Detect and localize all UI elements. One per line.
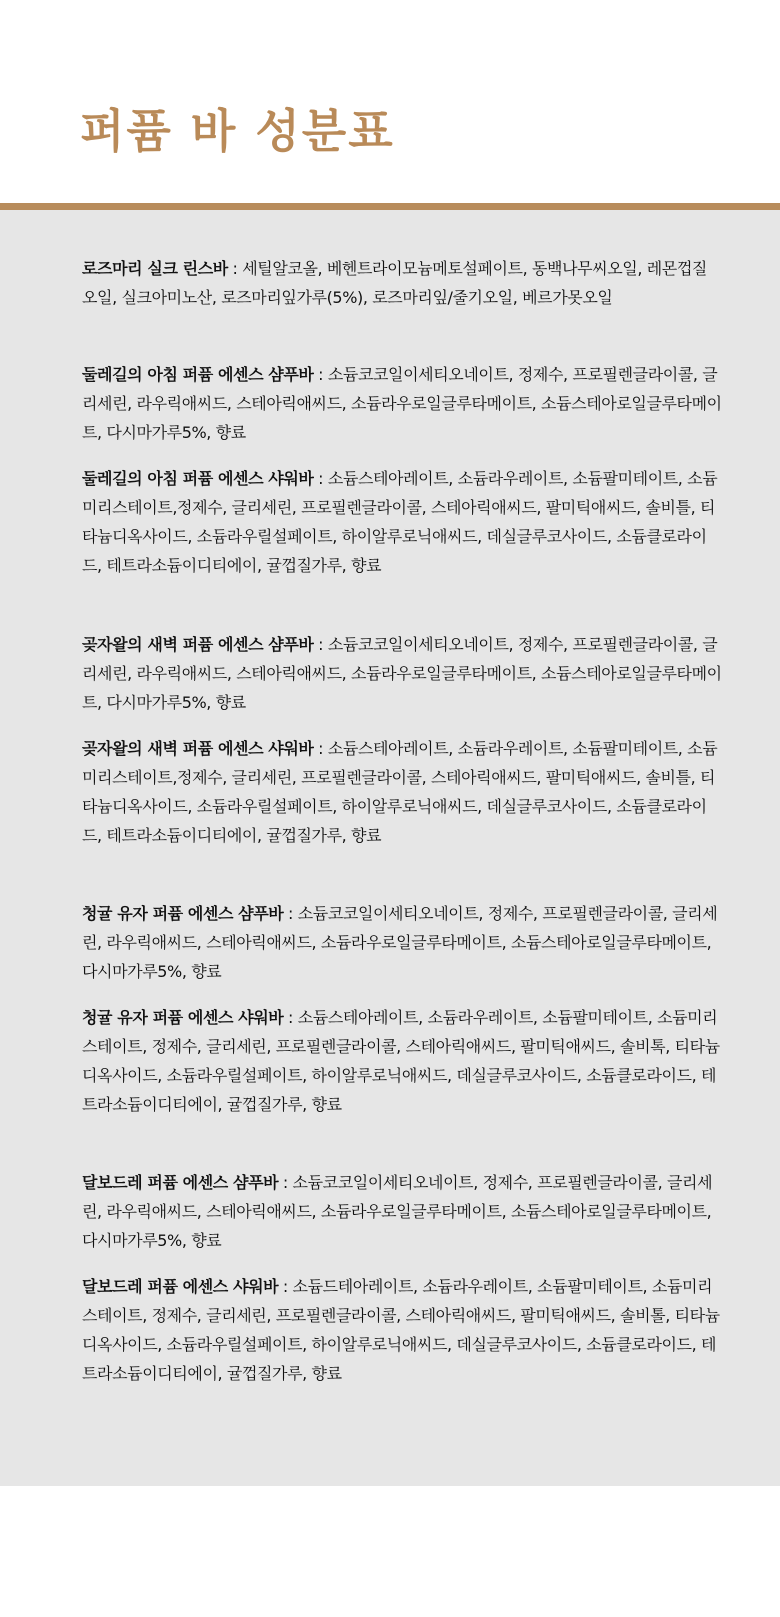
product-name: 둘레길의 아침 퍼퓸 에센스 샤워바 (82, 469, 314, 488)
ingredient-text: : 세틸알코올, 베헨트라이모늄메토설페이트, 동백나무씨오일, 레몬껍질오일, 실크아미노산, 로즈마리잎가루(5%), 로즈마리잎/줄기오일, 베르가못오일 (82, 259, 707, 307)
ingredient-entry-dalbodre-shower-bar (82, 1272, 722, 1388)
ingredient-entry-citrus-shampoo-bar (82, 899, 722, 986)
ingredient-text: : 소듐코코일이세티오네이트, 정제수, 프로필렌글라이콜, 글리세린, 라우릭애씨드, 스테아릭애씨드, 소듐라우로일글루타메이트, 소듐스테아로일글루타메이트, 다시마가루5%, 향료 (82, 904, 718, 981)
ingredient-text: : 소듐스테아레이트, 소듐라우레이트, 소듐팔미테이트, 소듐미리스테이트,정제수, 글리세린, 프로필렌글라이콜, 스테아릭애씨드, 팔미틱애씨드, 솔비틀, 티타늄디옥사이드, 소듐라우릴설페이트, 하이알루로닉애씨드, 데실글루코사이드, 소듐클로라이드, 테트라소듐이디티에이, 귤껍질가루, 향료 (82, 739, 718, 845)
title-divider (0, 203, 780, 210)
ingredient-entry-dulle-shower-bar (82, 464, 722, 580)
ingredient-entry-gotjawal-shampoo-bar (82, 630, 722, 717)
product-name: 청귤 유자 퍼퓸 에센스 샤워바 (82, 1008, 284, 1027)
product-name: 청귤 유자 퍼퓸 에센스 샴푸바 (82, 904, 284, 923)
ingredient-text: : 소듐코코일이세티오네이트, 정제수, 프로필렌글라이콜, 글리세린, 라우릭애씨드, 스테아릭애씨드, 소듐라우로일글루타메이트, 소듐스테아로일글루타메이트, 다시마가루5%, 향료 (82, 1173, 713, 1250)
product-name: 곶자왈의 새벽 퍼퓸 에센스 샴푸바 (82, 635, 314, 654)
ingredient-entry-gotjawal-shower-bar (82, 734, 722, 850)
ingredient-entry-citrus-shower-bar (82, 1003, 722, 1119)
ingredient-entry-rosemary-rinse-bar (82, 254, 722, 312)
ingredient-text: : 소듐스테아레이트, 소듐라우레이트, 소듐팔미테이트, 소듐미리스테이트,정제수, 글리세린, 프로필렌글라이콜, 스테아릭애씨드, 팔미틱애씨드, 솔비틀, 티타늄디옥사이드, 소듐라우릴설페이트, 하이알루로닉애씨드, 데실글루코사이드, 소듐클로라이드, 테트라소듐이디티에이, 귤껍질가루, 향료 (82, 469, 718, 575)
ingredient-entry-dulle-shampoo-bar (82, 360, 722, 447)
product-name: 로즈마리 실크 린스바 (82, 259, 228, 278)
ingredient-entry-dalbodre-shampoo-bar (82, 1168, 722, 1255)
header (0, 0, 780, 203)
product-name: 둘레길의 아침 퍼퓸 에센스 샴푸바 (82, 365, 314, 384)
product-name: 곶자왈의 새벽 퍼퓸 에센스 샤워바 (82, 739, 314, 758)
ingredient-text: : 소듐코코일이세티오네이트, 정제수, 프로필렌글라이콜, 글리세린, 라우릭애씨드, 스테아릭애씨드, 소듐라우로일글루타메이트, 소듐스테아로일글루타메이트, 다시마가루5%, 향료 (82, 365, 722, 442)
ingredient-text: : 소듐스테아레이트, 소듐라우레이트, 소듐팔미테이트, 소듐미리스테이트, 정제수, 글리세린, 프로필렌글라이콜, 스테아릭애씨드, 팔미틱애씨드, 솔비톡, 티타늄디옥사이드, 소듐라우릴설페이트, 하이알루로닉애씨드, 데실글루코사이드, 소듐클로라이드, 테트라소듐이디티에이, 귤껍질가루, 향료 (82, 1008, 720, 1114)
page-title: 퍼퓸 바 성분표 (80, 104, 395, 158)
ingredient-text: : 소듐코코일이세티오네이트, 정제수, 프로필렌글라이콜, 글리세린, 라우릭애씨드, 스테아릭애씨드, 소듐라우로일글루타메이트, 소듐스테아로일글루타메이트, 다시마가루5%, 향료 (82, 635, 722, 712)
product-name: 달보드레 퍼퓸 에센스 샤워바 (82, 1277, 279, 1296)
product-name: 달보드레 퍼퓸 에센스 샴푸바 (82, 1173, 279, 1192)
ingredient-text: : 소듐드테아레이트, 소듐라우레이트, 소듐팔미테이트, 소듐미리스테이트, 정제수, 글리세린, 프로필렌글라이콜, 스테아릭애씨드, 팔미틱애씨드, 솔비톨, 티타늄디옥사이드, 소듐라우릴설페이트, 하이알루로닉애씨드, 데실글루코사이드, 소듐클로라이드, 테트라소듐이디티에이, 귤껍질가루, 향료 (82, 1277, 720, 1383)
ingredients-list (0, 210, 780, 1486)
